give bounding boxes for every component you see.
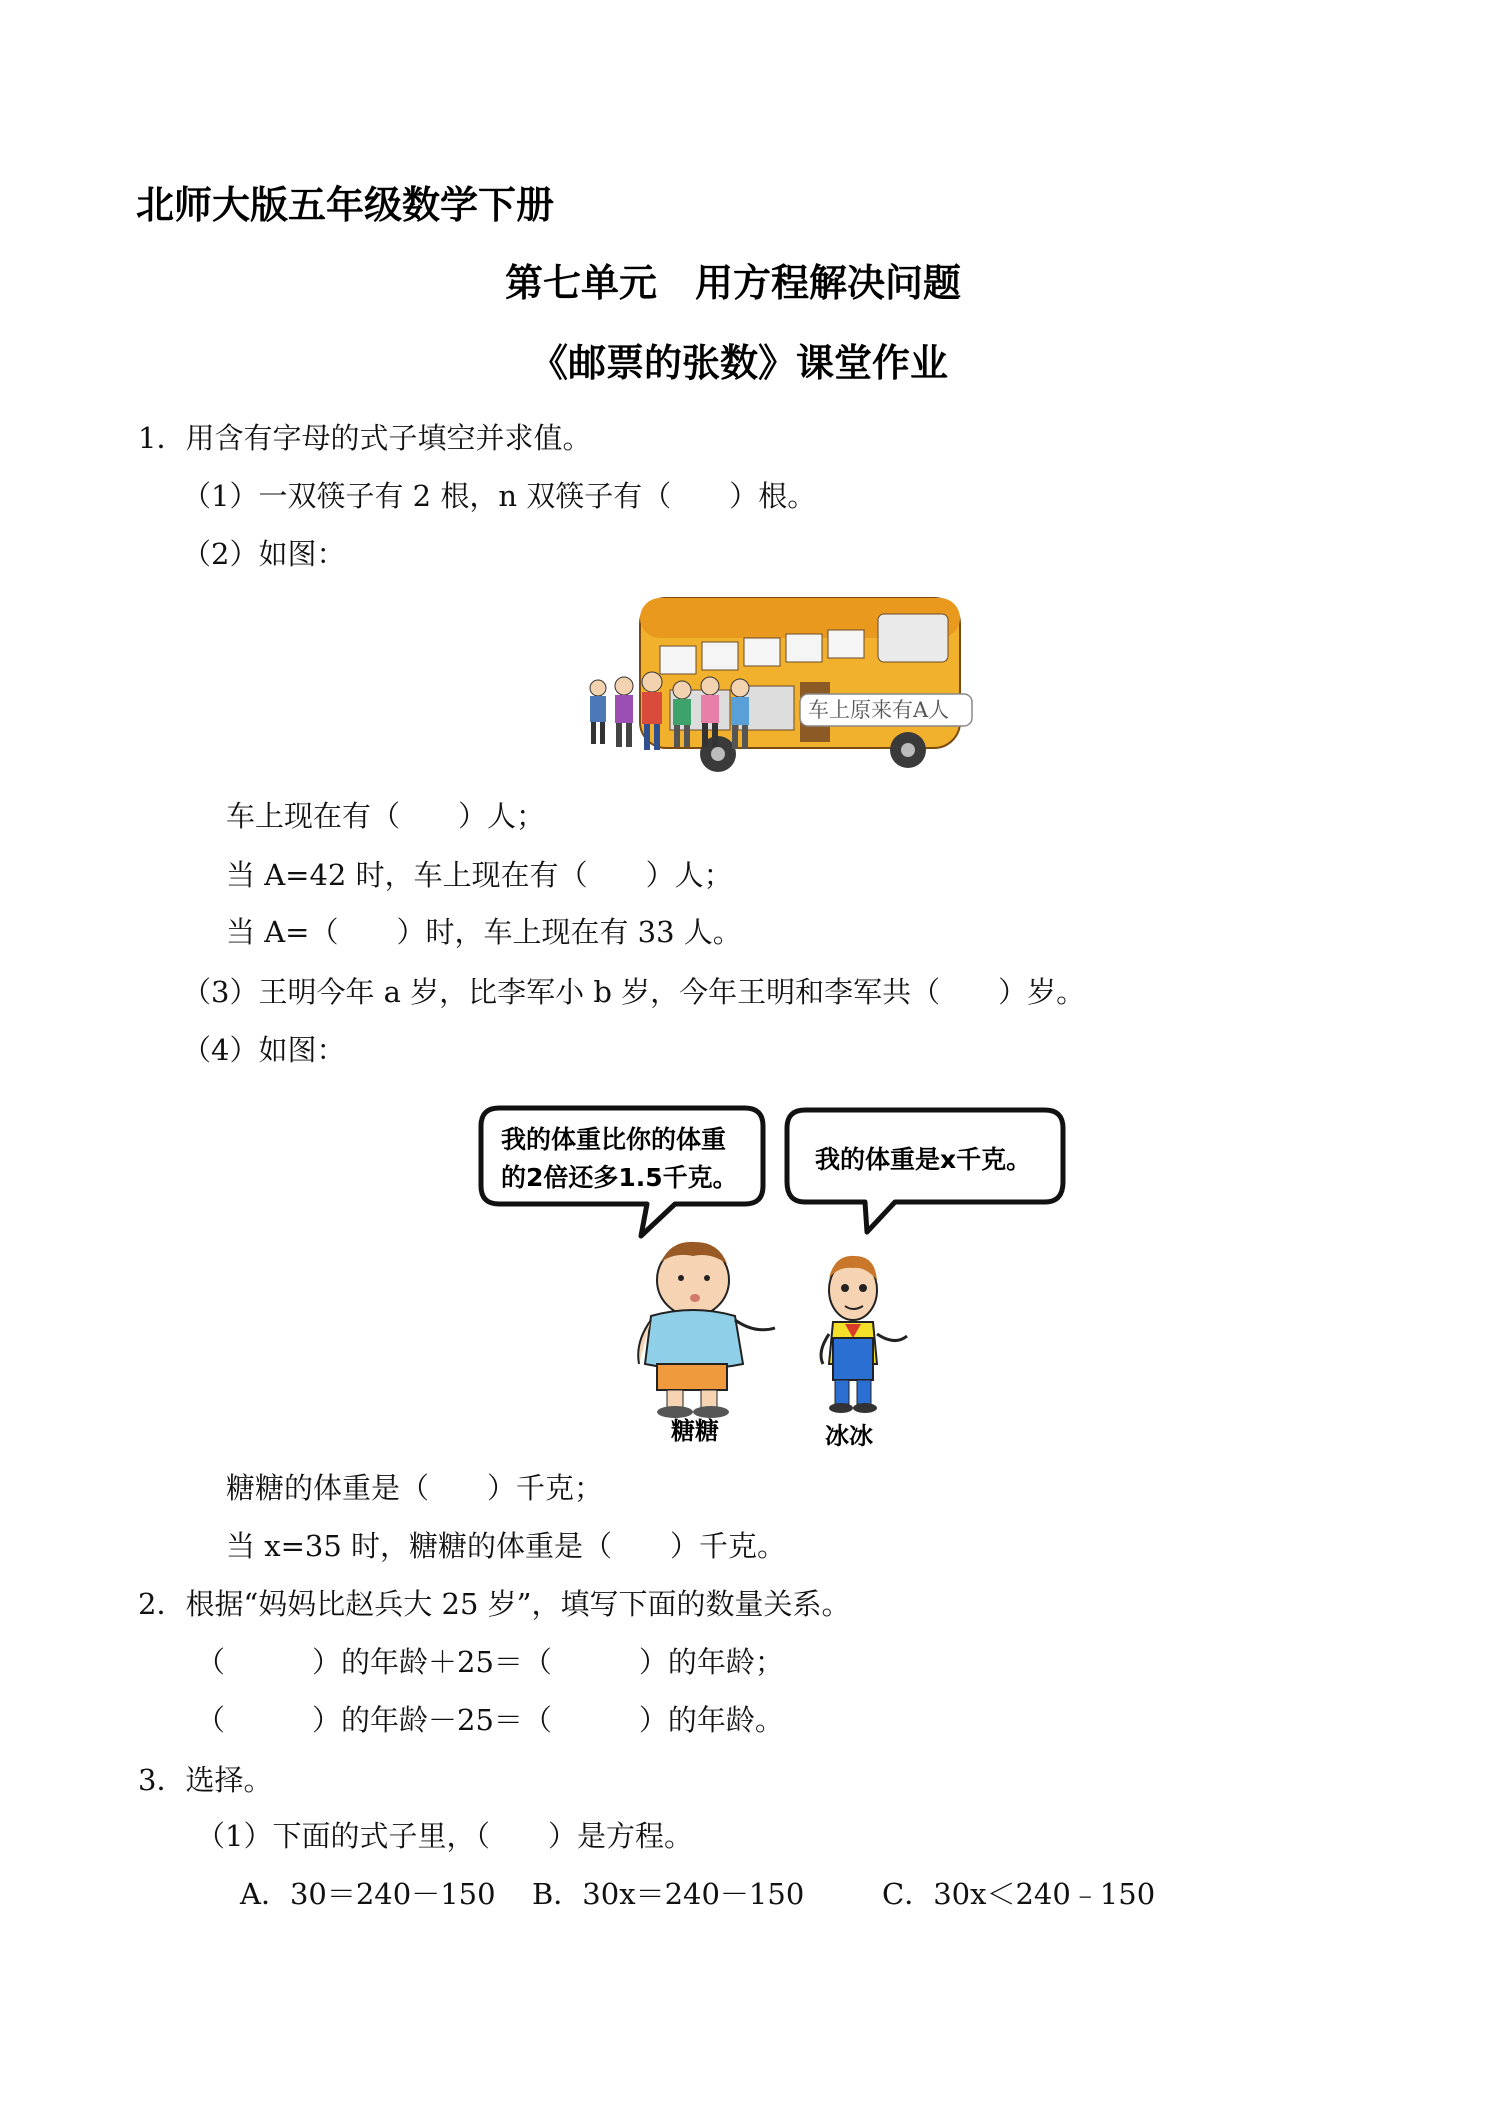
book-title: 北师大版五年级数学下册 — [136, 183, 555, 227]
bubble-left-line-1: 我的体重比你的体重 — [501, 1125, 727, 1154]
question-2-row-2: （ ）的年龄－25＝（ ）的年龄。 — [196, 1703, 784, 1737]
question-1-part-2-a: 车上现在有（ ）人； — [226, 799, 546, 833]
speech-bubble-left — [481, 1108, 763, 1236]
bubble-left-line-2: 的2倍还多1.5千克。 — [501, 1163, 738, 1192]
bus-figure — [578, 590, 982, 775]
name-bingbing: 冰冰 — [825, 1422, 873, 1447]
question-1-part-4-a: 糖糖的体重是（ ）千克； — [226, 1471, 604, 1505]
bubble-right-text: 我的体重是x千克。 — [815, 1145, 1032, 1174]
question-1-part-4-b: 当 x=35 时，糖糖的体重是（ ）千克。 — [226, 1529, 786, 1563]
question-3-stem: 3．选择。 — [138, 1763, 273, 1797]
option-c: C．30x＜240﹣150 — [882, 1877, 1156, 1911]
question-2-row-1: （ ）的年龄＋25＝（ ）的年龄； — [196, 1645, 784, 1679]
question-1-part-4-label: （4）如图： — [182, 1033, 346, 1067]
question-1-part-2-b: 当 A=42 时，车上现在有（ ）人； — [226, 858, 733, 892]
question-1-stem: 1．用含有字母的式子填空并求值。 — [138, 421, 592, 455]
bus-sign-text: 车上原来有A人 — [808, 698, 950, 722]
question-1-part-2-c: 当 A=（ ）时，车上现在有 33 人。 — [226, 915, 742, 949]
question-1-part-1: （1）一双筷子有 2 根，n 双筷子有（ ）根。 — [182, 479, 817, 513]
question-1-part-3: （3）王明今年 a 岁，比李军小 b 岁，今年王明和李军共（ ）岁。 — [182, 975, 1086, 1009]
option-a: A．30＝240－150 — [240, 1877, 496, 1911]
unit-title: 第七单元 用方程解决问题 — [505, 261, 962, 305]
lesson-title: 《邮票的张数》课堂作业 — [530, 341, 949, 385]
name-tangtang: 糖糖 — [671, 1417, 719, 1445]
speech-bubble-right — [787, 1110, 1063, 1232]
tangtang-illustration — [638, 1242, 775, 1418]
bingbing-illustration — [821, 1256, 907, 1413]
question-3-part-1: （1）下面的式子里，（ ）是方程。 — [196, 1819, 693, 1853]
weight-figure — [475, 1102, 1070, 1447]
question-1-part-2-label: （2）如图： — [182, 537, 346, 571]
option-b: B．30x＝240－150 — [532, 1877, 805, 1911]
question-2-stem: 2．根据“妈妈比赵兵大 25 岁”，填写下面的数量关系。 — [138, 1587, 851, 1621]
